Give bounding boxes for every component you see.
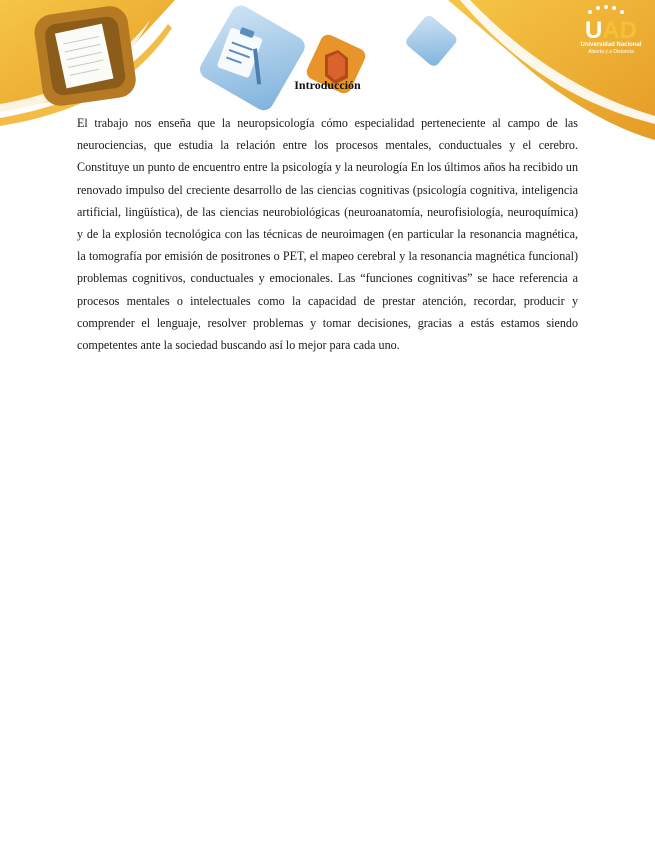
document-paragraph: El trabajo nos enseña que la neuropsicología cómo especialidad perteneciente al campo de las neurociencias, que estudia la relación entre los procesos mentales, conductuales y el cerebro. Constituye un punto de encuentro entre la psicología y la neurología En los últimos años ha recibido un renovado impulso del creciente desarrollo de las ciencias cognitivas (psicología cognitiva, inteligencia artificial, lingüística), de las ciencias neurobiológicas (neuroanatomía, neurofisiología, neuroquímica) y de la explosión tecnológica con las técnicas de neuroimagen (en particular la resonancia magnética, la tomografía por emisión de positrones o PET, el mapeo cerebral y la resonancia magnética funcional) problemas cognitivos, conductuales y emocionales. Las “funciones cognitivas” se hace referencia a procesos mentales o intelectuales como la capacidad de prestar atención, recordar, producir y comprender el lenguaje, resolver problemas y tomar decisiones, gracias a estás estamos siendo competentes ante la sociedad buscando así lo mejor para cada uno. xyxy=(77,116,578,353)
document-title: Introducción xyxy=(294,78,361,92)
logo-institution: Universidad Nacional xyxy=(580,42,642,48)
logo-name: UAD xyxy=(584,17,638,44)
blue-diamond-tile xyxy=(404,13,459,68)
logo-subtitle: Abierta y a Distancia xyxy=(588,49,634,55)
